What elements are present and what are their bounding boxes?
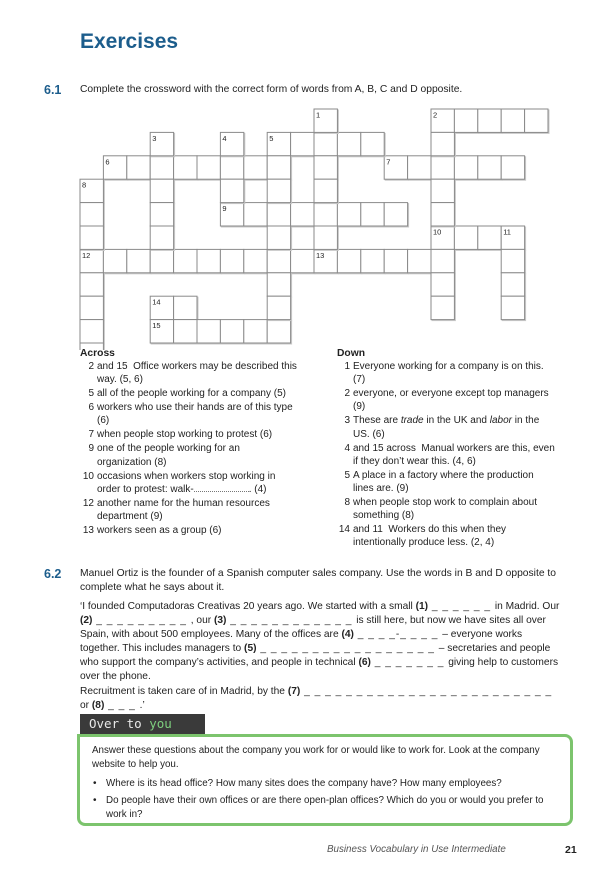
crossword-cell[interactable] [454,226,477,249]
across-clue [88,401,329,427]
crossword-cell[interactable] [197,156,220,179]
crossword-cell[interactable] [314,203,337,226]
crossword-cell[interactable] [337,249,360,272]
down-clue-text: These are trade in the UK and labor in the US. (6) [353,415,540,440]
across-clue [82,470,329,496]
crossword-cell[interactable] [80,273,103,296]
crossword-cell[interactable] [103,249,126,272]
gap-7-blank[interactable]: _ _ _ _ _ _ _ _ _ _ _ _ _ _ _ _ _ _ _ _ _ _ _ _ [300,686,553,697]
para1-text-3: , our [190,615,214,626]
crossword-cell[interactable] [337,132,360,155]
down-clue [344,414,575,440]
crossword-cell[interactable] [244,203,267,226]
across-clue-text: occasions when workers stop working in order to protest: walk- . (4) [97,470,276,495]
crossword-cell[interactable] [220,249,243,272]
down-clue-text: everyone, or everyone except top managers (9) [353,388,549,413]
crossword-number-9: 9 [222,204,227,214]
crossword-cell[interactable] [174,249,197,272]
crossword-cell[interactable] [174,156,197,179]
over-to-you-question-2: Do people have their own offices or are there open-plan offices? Which do you or would you prefer to work in? [106,795,544,820]
over-to-you-you: you [149,716,172,731]
para1-text-4: is still here, but now we have sites all over Spain, with about 500 employees. Many of the offices are [80,615,546,640]
crossword-cell[interactable] [384,249,407,272]
footer-page-number: 21 [565,844,577,856]
para1-text-5: – everyone works together. This includes managers to [80,629,523,654]
crossword-cell[interactable] [244,156,267,179]
crossword-cell[interactable] [501,109,524,132]
down-clue-number: 14 [338,524,350,536]
para2-text-3: .’ [139,700,145,711]
crossword-cell[interactable] [150,203,173,226]
crossword-number-7: 7 [386,157,391,167]
down-clue-number: 1 [344,361,350,372]
crossword-number-3: 3 [152,133,157,143]
crossword-cell[interactable] [150,249,173,272]
crossword-cell[interactable] [501,296,524,319]
over-to-you-tab [80,714,205,734]
exercise-number-6-2: 6.2 [44,567,62,581]
across-clue-number: 10 [82,470,94,482]
down-clue-text: and 15 across Manual workers are this, even if they don’t wear this. (4, 6) [353,442,555,467]
crossword-cell[interactable] [267,249,290,272]
crossword-cell[interactable] [501,156,524,179]
crossword-cell[interactable] [150,179,173,202]
down-clue-text: A place in a factory where the production lines are. (9) [353,469,534,494]
across-clue-text: another name for the human resources department (9) [97,497,270,522]
across-clue-text: workers seen as a group (6) [97,525,222,536]
crossword-cell[interactable] [431,156,454,179]
crossword-number-2: 2 [433,110,438,120]
down-clue-text: and 11 Workers do this when they intentionally produce less. (2, 4) [353,524,507,549]
across-clue [88,428,329,441]
across-clue-text: all of the people working for a company (5) [97,388,286,400]
crossword-cell[interactable] [244,320,267,343]
crossword-cell[interactable] [220,156,243,179]
across-clue-number: 6 [88,402,94,414]
crossword-cell[interactable] [197,320,220,343]
crossword-number-14: 14 [152,297,161,307]
crossword-cell[interactable] [150,226,173,249]
down-clue-number: 4 [344,442,350,454]
crossword-cell[interactable] [431,203,454,226]
crossword-cell[interactable] [267,296,290,319]
crossword-cell[interactable] [431,132,454,155]
across-clue-number: 9 [88,443,94,455]
across-clue [88,442,329,468]
across-clue [88,360,329,386]
gap-3-label: (3) [213,615,227,626]
crossword-cell[interactable] [314,132,337,155]
down-clue [344,387,575,413]
gap-8-label: (8) [91,700,105,711]
gap-2-blank[interactable]: _ _ _ _ _ _ _ _ _ [92,615,191,626]
down-clue-number: 3 [344,415,350,427]
across-clue [82,524,329,537]
over-to-you-label: Over to [89,716,150,731]
exercise-6-2-instruction: Manuel Ortiz is the founder of a Spanish computer sales company. Use the words in B and D opposite to complete what he says about it. [80,568,557,593]
gap-3-blank[interactable]: _ _ _ _ _ _ _ _ _ _ _ _ [226,615,357,626]
gap-5-blank[interactable]: _ _ _ _ _ _ _ _ _ _ _ _ _ _ _ _ _ [256,643,439,654]
crossword-cell[interactable] [244,249,267,272]
across-clue-number: 7 [88,429,94,441]
crossword-cell[interactable] [267,203,290,226]
crossword-cell[interactable] [267,226,290,249]
gap-4-label: (4) [341,629,354,640]
crossword-number-11: 11 [503,227,511,237]
crossword-number-12: 12 [82,250,91,260]
crossword-cell[interactable] [384,203,407,226]
across-clue-number: 12 [82,497,94,509]
crossword-cell[interactable] [80,296,103,319]
across-clue [82,497,329,523]
crossword-cell[interactable] [337,203,360,226]
down-heading: Down [337,348,366,359]
gap-6-label: (6) [358,657,371,668]
gap-7-label: (7) [287,686,301,697]
crossword-cell[interactable] [361,203,384,226]
crossword-cell[interactable] [174,296,197,319]
crossword-cell[interactable] [501,249,524,272]
crossword-cell[interactable] [291,203,314,226]
crossword-cell[interactable] [220,179,243,202]
over-to-you-question-1: Where is its head office? How many sites does the company have? How many employees? [106,778,502,789]
para2-text-1: Recruitment is taken care of in Madrid, by the [80,686,288,697]
crossword-cell[interactable] [525,109,548,132]
gap-8-blank[interactable]: _ _ _ [104,700,140,711]
crossword-cell[interactable] [291,132,314,155]
across-clue-text: when people stop working to protest (6) [97,429,273,441]
down-clue [344,442,575,468]
crossword-cell[interactable] [220,320,243,343]
down-clue-number: 2 [344,388,350,400]
para1-text-7: giving help to customers over the phone. [80,657,559,682]
crossword-cell[interactable] [80,320,103,343]
down-clue-number: 8 [344,497,350,508]
para1-text-2: in Madrid. Our [494,601,560,612]
crossword-cell[interactable] [80,226,103,249]
crossword-cell[interactable] [267,320,290,343]
crossword-cell[interactable] [431,249,454,272]
across-clue-number: 13 [82,525,94,536]
crossword-cell[interactable] [431,179,454,202]
crossword-cell[interactable] [431,273,454,296]
gap-2-label: (2) [80,615,93,626]
exercise-6-2-paragraph-2 [80,685,560,713]
crossword-cell[interactable] [291,249,314,272]
down-clue-text: when people stop work to complain about something (8) [353,497,538,522]
gap-5-label: (5) [244,643,257,654]
crossword-cell[interactable] [454,109,477,132]
crossword-cell[interactable] [361,132,384,155]
exercise-6-2-paragraph-1 [80,600,560,684]
across-clue-text: and 15 Office workers may be described this way. (5, 6) [97,361,297,386]
across-clue-text: one of the people working for an organization (8) [97,443,240,468]
across-clue-text: workers who use their hands are of this type (6) [97,402,293,427]
crossword-cell[interactable] [267,156,290,179]
across-clue-number: 2 [88,361,94,372]
gap-1-label: (1) [415,601,429,612]
down-clue [338,523,575,549]
gap-1-blank[interactable]: _ _ _ _ _ _ [428,601,495,612]
down-clue [344,360,575,386]
crossword-number-10: 10 [433,227,442,237]
down-clue [344,496,575,522]
crossword-cell[interactable] [478,109,501,132]
crossword-cell[interactable] [174,320,197,343]
across-clue [88,387,329,400]
crossword-cell[interactable] [478,156,501,179]
crossword-cell[interactable] [127,156,150,179]
bullet-icon: • [93,795,97,806]
crossword-cell[interactable] [267,179,290,202]
bullet-icon: • [93,778,97,789]
crossword-cell[interactable] [361,249,384,272]
gap-6-blank[interactable]: _ _ _ _ _ _ _ [370,657,449,668]
crossword-number-15: 15 [152,321,161,331]
crossword-grid [0,0,600,350]
crossword-cell[interactable] [314,226,337,249]
over-to-you-intro: Answer these questions about the company you work for or would like to work for. Look at the company website to help you. [92,745,540,770]
para1-text-1: ‘I founded Computadoras Creativas 20 years ago. We started with a small [80,601,416,612]
crossword-number-13: 13 [316,250,325,260]
down-clue [344,469,575,495]
crossword-cell[interactable] [127,249,150,272]
para1-text-6: – secretaries and people who support the company’s activities, and people in technical [80,643,551,668]
across-clue-number: 5 [88,388,94,400]
crossword-cell[interactable] [431,296,454,319]
gap-4-blank[interactable]: _ _ _ _-_ _ _ _ [353,629,443,640]
crossword-cell[interactable] [80,203,103,226]
crossword-number-4: 4 [222,133,227,143]
footer-book-title: Business Vocabulary in Use Intermediate [327,844,506,855]
page-title: Exercises [80,30,179,53]
crossword-number-6: 6 [105,157,110,167]
crossword-cell[interactable] [150,156,173,179]
crossword-cell[interactable] [478,226,501,249]
across-heading: Across [80,348,115,359]
exercise-6-1-instruction: Complete the crossword with the correct form of words from A, B, C and D opposite. [80,84,463,95]
crossword-cell[interactable] [501,273,524,296]
down-clue-number: 5 [344,469,350,481]
crossword-cell[interactable] [314,179,337,202]
crossword-number-5: 5 [269,133,274,143]
down-clue-text: Everyone working for a company is on this. (7) [353,361,544,386]
crossword-number-8: 8 [82,180,87,190]
crossword-cell[interactable] [454,156,477,179]
para2-text-2: or [80,700,92,711]
crossword-cell[interactable] [314,156,337,179]
crossword-cell[interactable] [267,273,290,296]
crossword-cell[interactable] [408,249,431,272]
crossword-cell[interactable] [197,249,220,272]
exercise-number-6-1: 6.1 [44,83,62,97]
crossword-cell[interactable] [408,156,431,179]
crossword-number-1: 1 [316,110,321,120]
